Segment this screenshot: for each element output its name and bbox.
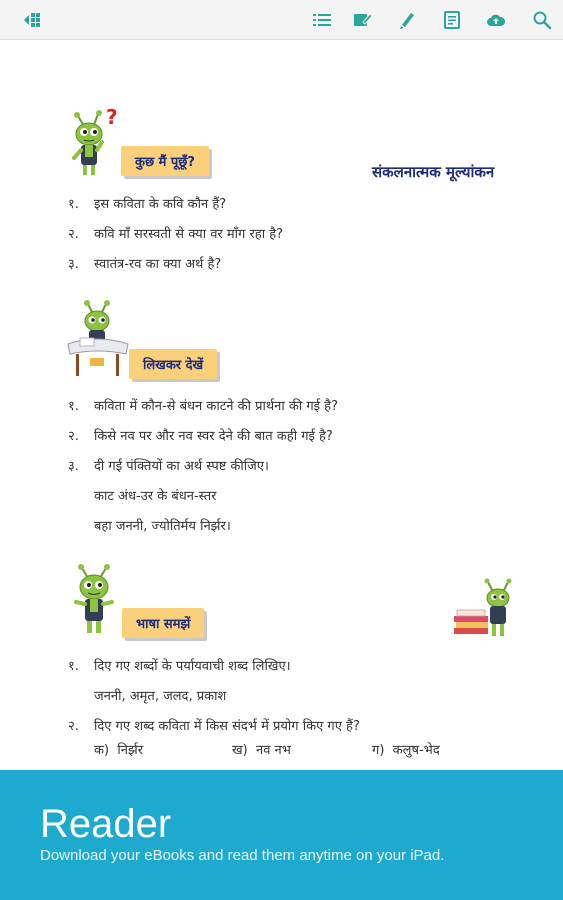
- quote-line: बहा जननी, ज्योतिर्मय निर्झर।: [94, 519, 231, 534]
- mascot-question-illustration: [64, 106, 124, 182]
- option-item: ग) कलुष-भेद: [372, 743, 440, 758]
- section-label-language: भाषा समझें: [122, 608, 204, 638]
- cloud-sync-icon[interactable]: [484, 8, 508, 32]
- note-edit-icon[interactable]: [351, 8, 375, 32]
- list-item: १. इस कविता के कवि कौन हैं?: [68, 197, 227, 212]
- reader-toolbar: [0, 0, 563, 40]
- list-item: ३. दी गई पंक्तियों का अर्थ स्पष्ट कीजिए।: [68, 459, 269, 474]
- mascot-language-illustration: [66, 562, 126, 640]
- back-grid-icon[interactable]: [20, 8, 44, 32]
- notes-panel-icon[interactable]: [440, 8, 464, 32]
- option-item: ख) नव नभ: [232, 743, 291, 758]
- quote-line: काट अंध-उर के बंधन-स्तर: [94, 489, 217, 504]
- mascot-writing-illustration: [66, 298, 130, 378]
- list-item: २. दिए गए शब्द कविता में किस संदर्भ में प्रयोग किए गए हैं?: [68, 719, 360, 734]
- banner-title: Reader: [40, 802, 172, 846]
- list-item: २. किसे नव पर और नव स्वर देने की बात कही गई है?: [68, 429, 333, 444]
- book-page: [0, 40, 563, 770]
- mascot-books-illustration: [452, 578, 522, 642]
- search-icon[interactable]: [530, 8, 554, 32]
- list-item: ३. स्वातंत्र-रव का क्या अर्थ है?: [68, 257, 222, 272]
- word-list: जननी, अमृत, जलद, प्रकाश: [94, 689, 227, 704]
- list-item: १. दिए गए शब्दों के पर्यायवाची शब्द लिखिए।: [68, 659, 291, 674]
- list-item: २. कवि माँ सरस्वती से क्या वर माँग रहा है?: [68, 227, 283, 242]
- list-item: १. कविता में कौन-से बंधन काटने की प्रार्थना की गई है?: [68, 399, 338, 414]
- table-of-contents-icon[interactable]: [310, 8, 334, 32]
- banner-subtitle: Download your eBooks and read them anytime on your iPad.: [40, 847, 445, 864]
- highlighter-icon[interactable]: [395, 8, 419, 32]
- assessment-heading: संकलनात्मक मूल्यांकन: [372, 163, 495, 181]
- promo-banner: [0, 770, 563, 900]
- option-item: क) निर्झर: [94, 743, 144, 758]
- svg-text:?: ?: [106, 106, 118, 129]
- section-label-write: लिखकर देखें: [129, 349, 217, 379]
- section-label-ask: कुछ मैं पूछूँ?: [121, 146, 209, 176]
